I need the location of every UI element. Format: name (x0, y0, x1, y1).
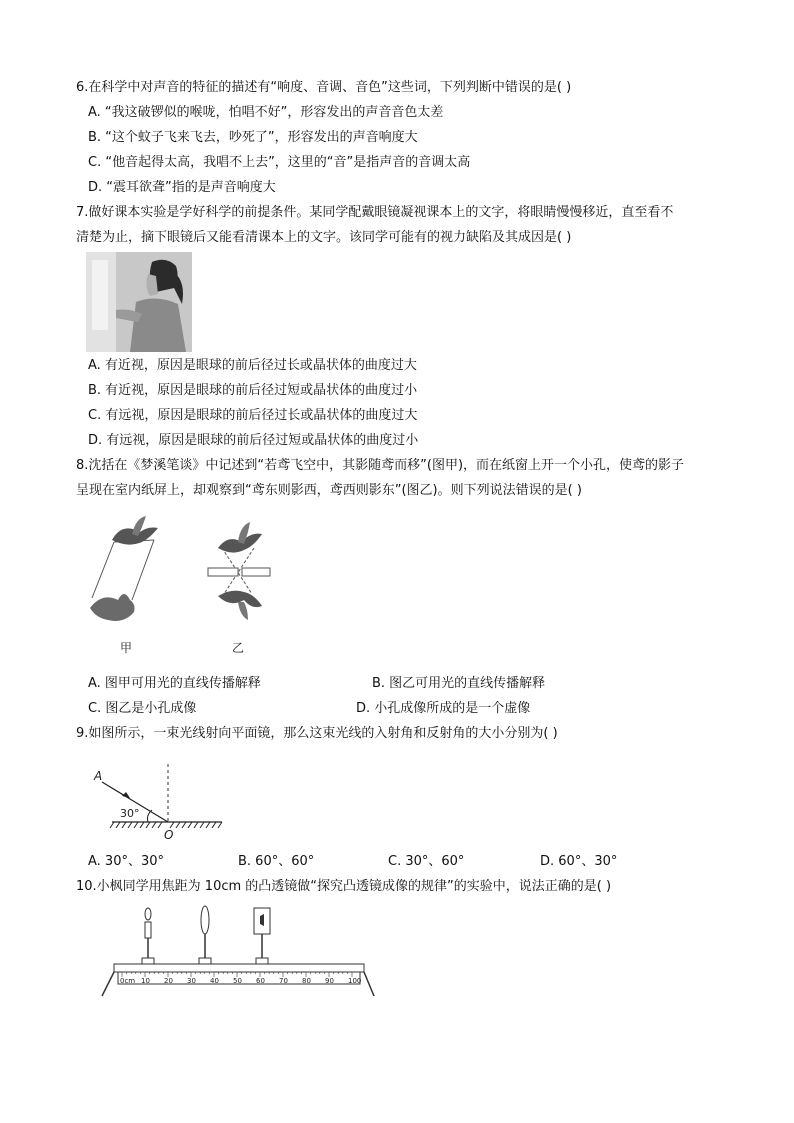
ruler-label: 30 (187, 977, 196, 985)
q9-figure-mirror (88, 760, 228, 842)
ruler-label: 80 (302, 977, 311, 985)
q6-option-b: B. “这个蚊子飞来飞去，吵死了”，形容发出的声音响度大 (88, 130, 418, 145)
q9-stem: 9.如图所示，一束光线射向平面镜，那么这束光线的入射角和反射角的大小分别为( ) (76, 726, 558, 741)
q8-option-a: A. 图甲可用光的直线传播解释 (88, 676, 261, 691)
q9-option-c: C. 30°、60° (388, 854, 465, 869)
ruler-label: 0cm (120, 977, 136, 985)
q9-option-a: A. 30°、30° (88, 854, 165, 869)
q8-stem-line1: 8.沈括在《梦溪笔谈》中记述到“若鸢飞空中，其影随鸢而移”(图甲)，而在纸窗上开一个小孔，使鸢的影子 (76, 458, 685, 473)
q6-option-a: A. “我这破锣似的喉咙，怕唱不好”，形容发出的声音音色太差 (88, 105, 444, 120)
q8-option-d: D. 小孔成像所成的是一个虚像 (356, 701, 531, 716)
q8-figure-jia (84, 508, 184, 658)
ruler-label: 100 (348, 977, 362, 985)
q9-option-d: D. 60°、30° (540, 854, 618, 869)
q8-fig-yi-label: 乙 (232, 641, 245, 655)
q7-option-b: B. 有近视，原因是眼球的前后径过短或晶状体的曲度过小 (88, 383, 418, 398)
ruler-label: 20 (164, 977, 173, 985)
q8-option-c: C. 图乙是小孔成像 (88, 701, 197, 716)
q7-photo-student-reading (86, 252, 192, 352)
ruler-label: 60 (256, 977, 265, 985)
q7-option-a: A. 有近视，原因是眼球的前后径过长或晶状体的曲度过大 (88, 358, 417, 373)
q9-option-b: B. 60°、60° (238, 854, 315, 869)
q8-figure-yi (204, 512, 274, 658)
ruler-label: 70 (279, 977, 288, 985)
q8-stem-line2: 呈现在室内纸屏上，却观察到“鸢东则影西，鸢西则影东”(图乙)。则下列说法错误的是( ) (76, 483, 582, 498)
q9-label-o: O (164, 828, 174, 842)
q10-stem: 10.小枫同学用焦距为 10cm 的凸透镜做“探究凸透镜成像的规律”的实验中，说法正确的是( ) (76, 879, 612, 894)
q7-stem-line1: 7.做好课本实验是学好科学的前提条件。某同学配戴眼镜凝视课本上的文字，将眼睛慢慢移近，直至看不 (76, 205, 674, 220)
q8-fig-jia-label: 甲 (120, 641, 133, 655)
q10-figure-optical-bench (96, 902, 386, 1000)
q6-option-d: D. “震耳欲聋”指的是声音响度大 (88, 180, 276, 195)
q7-stem-line2: 清楚为止，摘下眼镜后又能看清课本上的文字。该同学可能有的视力缺陷及其成因是( ) (76, 230, 572, 245)
q6-stem: 6.在科学中对声音的特征的描述有“响度、音调、音色”这些词，下列判断中错误的是( ) (76, 80, 572, 95)
q7-option-c: C. 有远视，原因是眼球的前后径过长或晶状体的曲度过大 (88, 408, 418, 423)
ruler-label: 90 (325, 977, 334, 985)
q6-option-c: C. “他音起得太高，我唱不上去”，这里的“音”是指声音的音调太高 (88, 155, 471, 170)
q7-option-d: D. 有远视，原因是眼球的前后径过短或晶状体的曲度过小 (88, 433, 419, 448)
q8-option-b: B. 图乙可用光的直线传播解释 (372, 676, 546, 691)
ruler-label: 50 (233, 977, 242, 985)
ruler-label: 40 (210, 977, 219, 985)
ruler-label: 10 (141, 977, 150, 985)
q9-label-a: A (94, 769, 103, 783)
q9-label-angle: 30° (120, 807, 140, 820)
